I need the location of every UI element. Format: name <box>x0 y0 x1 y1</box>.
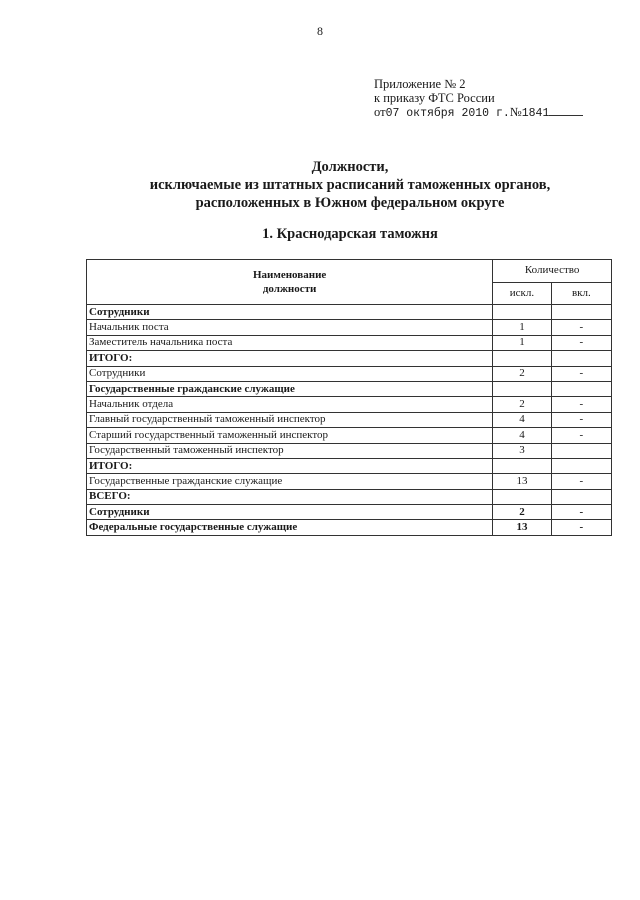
row-name-cell: Заместитель начальника поста <box>87 335 493 350</box>
row-excluded-cell: 2 <box>493 505 551 520</box>
row-included-cell: - <box>551 412 611 427</box>
row-excluded-cell <box>493 351 551 366</box>
row-excluded-cell: 3 <box>493 443 551 458</box>
title-line-1: Должности, <box>311 159 389 175</box>
row-name-cell: ВСЕГО: <box>87 489 493 504</box>
row-included-cell <box>551 305 611 320</box>
number-prefix: № <box>509 105 522 119</box>
table-row <box>87 351 612 366</box>
row-name-cell: ИТОГО: <box>87 458 493 473</box>
row-included-cell: - <box>551 397 611 412</box>
table-body <box>87 305 612 536</box>
appendix-block <box>374 77 583 121</box>
row-excluded-cell: 4 <box>493 412 551 427</box>
row-included-cell <box>551 458 611 473</box>
row-included-cell <box>551 489 611 504</box>
section-title: 1. Краснодарская таможня <box>262 226 438 242</box>
appendix-order-line <box>374 105 583 121</box>
row-name-cell: ИТОГО: <box>87 351 493 366</box>
row-included-cell: - <box>551 520 611 535</box>
table-row <box>87 489 612 504</box>
row-included-cell: - <box>551 366 611 381</box>
table-row <box>87 505 612 520</box>
appendix-order-ref: к приказу ФТС России <box>374 91 495 105</box>
row-excluded-cell <box>493 305 551 320</box>
page-number: 8 <box>317 24 323 38</box>
header-position-name <box>87 260 493 305</box>
row-excluded-cell: 2 <box>493 366 551 381</box>
row-excluded-cell: 13 <box>493 520 551 535</box>
row-name-cell: Главный государственный таможенный инспектор <box>87 412 493 427</box>
header-excluded: искл. <box>493 282 551 305</box>
row-included-cell: - <box>551 335 611 350</box>
row-included-cell: - <box>551 505 611 520</box>
table-row <box>87 335 612 350</box>
header-name-line-1: Наименование <box>252 269 327 281</box>
order-number: 1841 <box>521 107 550 120</box>
row-name-cell: Начальник поста <box>87 320 493 335</box>
table-row <box>87 428 612 443</box>
row-name-cell: Сотрудники <box>87 305 493 320</box>
header-included: вкл. <box>551 282 611 305</box>
order-date: 07 октября 2010 г. <box>385 107 510 120</box>
row-excluded-cell: 13 <box>493 474 551 489</box>
title-line-3: расположенных в Южном федеральном округе <box>195 195 505 211</box>
table-row <box>87 474 612 489</box>
row-name-cell: Сотрудники <box>87 505 493 520</box>
table-row <box>87 458 612 473</box>
row-name-cell: Федеральные государственные служащие <box>87 520 493 535</box>
row-name-cell: Государственный таможенный инспектор <box>87 443 493 458</box>
row-excluded-cell <box>493 458 551 473</box>
table-row <box>87 443 612 458</box>
table-row <box>87 320 612 335</box>
row-excluded-cell: 2 <box>493 397 551 412</box>
table-row <box>87 520 612 535</box>
table-row <box>87 397 612 412</box>
table-row <box>87 381 612 396</box>
table-row <box>87 305 612 320</box>
header-quantity: Количество <box>493 260 612 283</box>
row-name-cell: Сотрудники <box>87 366 493 381</box>
row-name-cell: Государственные гражданские служащие <box>87 474 493 489</box>
row-included-cell: - <box>551 474 611 489</box>
row-included-cell <box>551 443 611 458</box>
positions-table <box>86 259 612 536</box>
date-prefix: от <box>374 105 386 119</box>
row-name-cell: Государственные гражданские служащие <box>87 381 493 396</box>
row-excluded-cell <box>493 489 551 504</box>
table-row <box>87 366 612 381</box>
row-excluded-cell: 1 <box>493 335 551 350</box>
document-title <box>0 158 640 212</box>
row-excluded-cell: 4 <box>493 428 551 443</box>
title-line-2: исключаемые из штатных расписаний таможенных органов, <box>149 177 551 193</box>
header-name-line-2: должности <box>262 283 317 295</box>
table-row <box>87 412 612 427</box>
row-included-cell <box>551 381 611 396</box>
row-included-cell: - <box>551 428 611 443</box>
row-excluded-cell: 1 <box>493 320 551 335</box>
row-excluded-cell <box>493 381 551 396</box>
row-included-cell <box>551 351 611 366</box>
row-included-cell: - <box>551 320 611 335</box>
row-name-cell: Начальник отдела <box>87 397 493 412</box>
order-number-underline <box>549 105 583 116</box>
appendix-title: Приложение № 2 <box>374 77 466 91</box>
row-name-cell: Старший государственный таможенный инспектор <box>87 428 493 443</box>
